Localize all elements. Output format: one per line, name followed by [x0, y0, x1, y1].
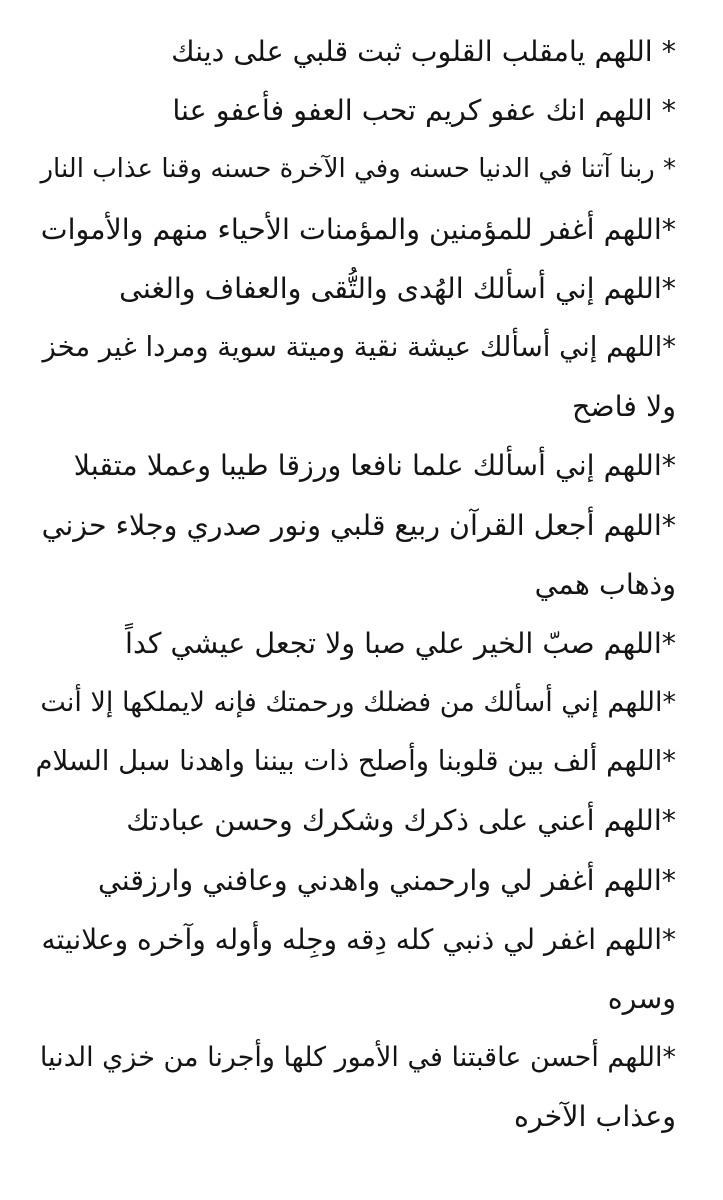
text-line-5: *اللهم إني أسألك الهُدى والتُّقى والعفاف والغنى: [119, 271, 676, 305]
text-line-19: وعذاب الآخره: [514, 1100, 676, 1134]
text-line-8: *اللهم إني أسألك علما نافعا ورزقا طيبا وعملا متقبلا: [73, 449, 676, 483]
prayer-text-block: [34, 22, 676, 1147]
text-line-4: *اللهم أغفر للمؤمنين والمؤمنات الأحياء منهم والأموات: [40, 212, 676, 246]
text-line-18: *اللهم أحسن عاقبتنا في الأمور كلها وأجرنا من خزي الدنيا: [39, 1042, 676, 1074]
text-line-12: *اللهم إني أسألك من فضلك ورحمتك فإنه لايملكها إلا أنت: [40, 687, 676, 719]
text-line-7: ولا فاضح: [572, 390, 676, 424]
text-line-11: *اللهم صبّ الخير علي صبا ولا تجعل عيشي كداً: [125, 626, 676, 660]
text-line-2: * اللهم انك عفو كريم تحب العفو فأعفو عنا: [172, 94, 676, 128]
text-line-6: *اللهم إني أسألك عيشة نقية وميتة سوية ومردا غير مخز: [42, 330, 676, 363]
text-line-10: وذهاب همي: [534, 567, 676, 601]
text-line-1: * اللهم يامقلب القلوب ثبت قلبي على دينك: [171, 35, 676, 68]
text-line-14: *اللهم أعني على ذكرك وشكرك وحسن عبادتك: [126, 804, 676, 838]
text-line-9: *اللهم أجعل القرآن ربيع قلبي ونور صدري وجلاء حزني: [41, 508, 676, 542]
text-line-17: وسره: [607, 982, 676, 1015]
text-line-3: * ربنا آتنا في الدنيا حسنه وفي الآخرة حسنه وقنا عذاب النار: [40, 154, 676, 185]
text-line-15: *اللهم أغفر لي وارحمني واهدني وعافني وارزقني: [97, 863, 676, 897]
text-line-16: *اللهم اغفر لي ذنبي كله دِقه وجِله وأوله وآخره وعلانيته: [41, 922, 676, 956]
text-line-13: *اللهم ألف بين قلوبنا وأصلح ذات بيننا واهدنا سبل السلام: [35, 745, 676, 778]
